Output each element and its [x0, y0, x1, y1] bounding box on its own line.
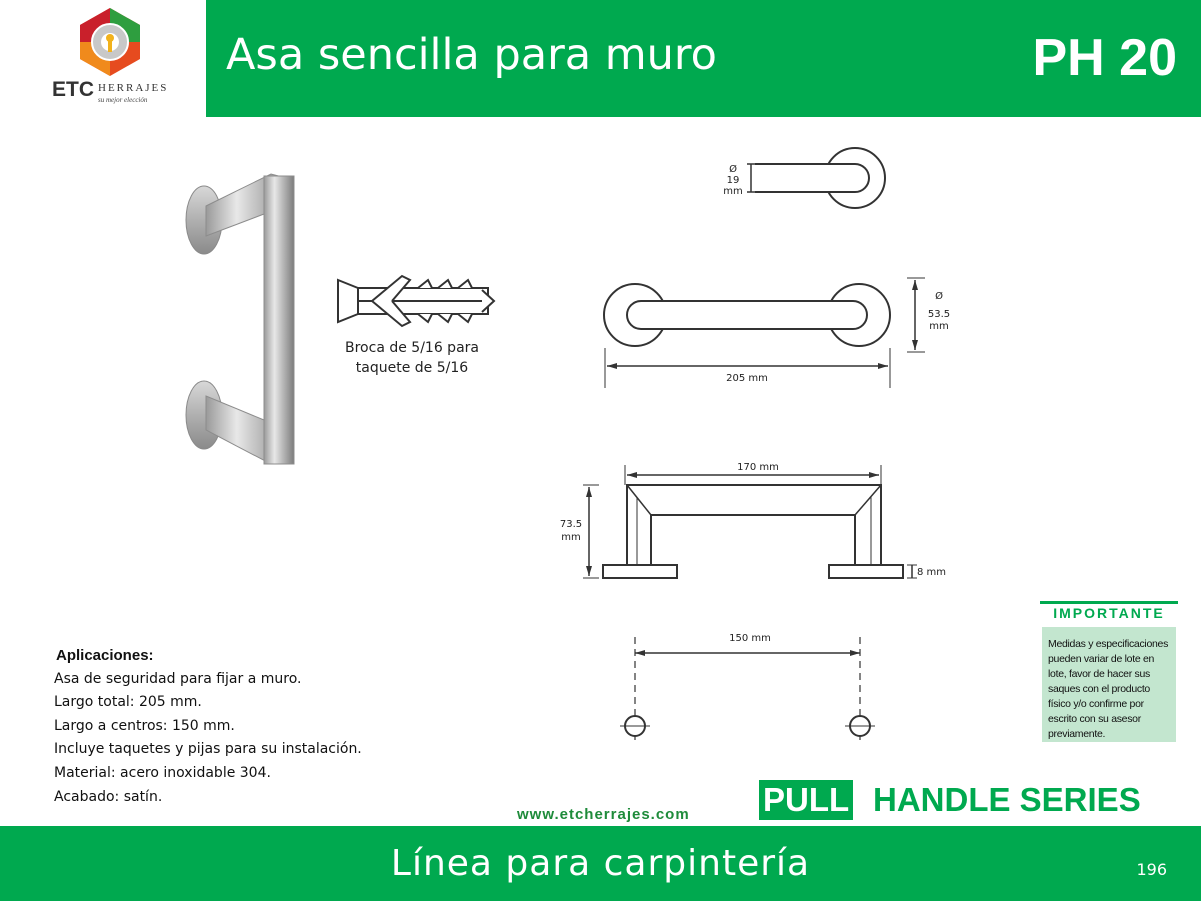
mounting-holes-drawing [605, 625, 895, 750]
height-value: 73.5 [559, 519, 583, 530]
tube-diameter-value: 19 [726, 175, 740, 186]
important-title: IMPORTANTE [1053, 605, 1165, 621]
tube-diameter-symbol: Ø [729, 164, 737, 175]
product-photo [176, 168, 306, 468]
application-item: Largo a centros: 150 mm. [54, 717, 235, 734]
logo-brand: ETC [52, 78, 94, 101]
logo-hexagon-icon [76, 6, 144, 78]
top-length-label: 170 mm [737, 462, 779, 473]
important-notice [1040, 601, 1178, 742]
important-body [1042, 627, 1176, 742]
applications [54, 644, 362, 809]
center-distance-label: 150 mm [729, 633, 771, 644]
rosette-diameter-value: 53.5 [927, 309, 951, 320]
website-link[interactable]: www.etcherrajes.com [517, 806, 690, 823]
header [0, 0, 1201, 117]
application-item: Incluye taquetes y pijas para su instalación. [54, 741, 362, 758]
series-name: HANDLE SERIES [873, 781, 1141, 818]
top-view-drawing [595, 268, 965, 393]
application-item: Largo total: 205 mm. [54, 694, 202, 711]
application-item: Material: acero inoxidable 304. [54, 764, 271, 781]
rosette-diameter-symbol: Ø [935, 291, 943, 302]
page-title: Asa sencilla para muro [226, 30, 717, 80]
logo-tagline: su mejor elección [98, 96, 148, 104]
footer-title: Línea para carpintería [390, 843, 811, 884]
side-view-drawing [555, 455, 965, 590]
tube-diameter-unit: mm [723, 186, 743, 197]
page-number: 196 [1136, 860, 1167, 879]
logo-name: HERRAJES [98, 82, 169, 94]
applications-title: Aplicaciones: [56, 647, 154, 664]
height-unit: mm [561, 532, 581, 543]
anchor-caption [332, 338, 492, 378]
application-item: Asa de seguridad para fijar a muro. [54, 670, 302, 687]
total-length-label: 205 mm [726, 373, 768, 384]
tube-diameter-drawing [715, 138, 895, 218]
application-item: Acabado: satín. [54, 788, 163, 805]
series-pull-badge: PULL [759, 780, 853, 820]
base-thickness-label: 8 mm [917, 567, 947, 578]
wall-anchor-drawing [332, 268, 500, 334]
logo [0, 0, 206, 117]
anchor-caption-line1: Broca de 5/16 para [345, 340, 479, 356]
product-code: PH 20 [1032, 29, 1177, 87]
important-text: Medidas y especificaciones pueden variar de lote en lote, favor de hacer sus saques con el producto físico y/o confirme por escrito con su asesor previamente. [1048, 638, 1169, 740]
rosette-diameter-unit: mm [929, 321, 949, 332]
anchor-caption-line2: taquete de 5/16 [355, 360, 469, 376]
applications-list [54, 668, 362, 810]
